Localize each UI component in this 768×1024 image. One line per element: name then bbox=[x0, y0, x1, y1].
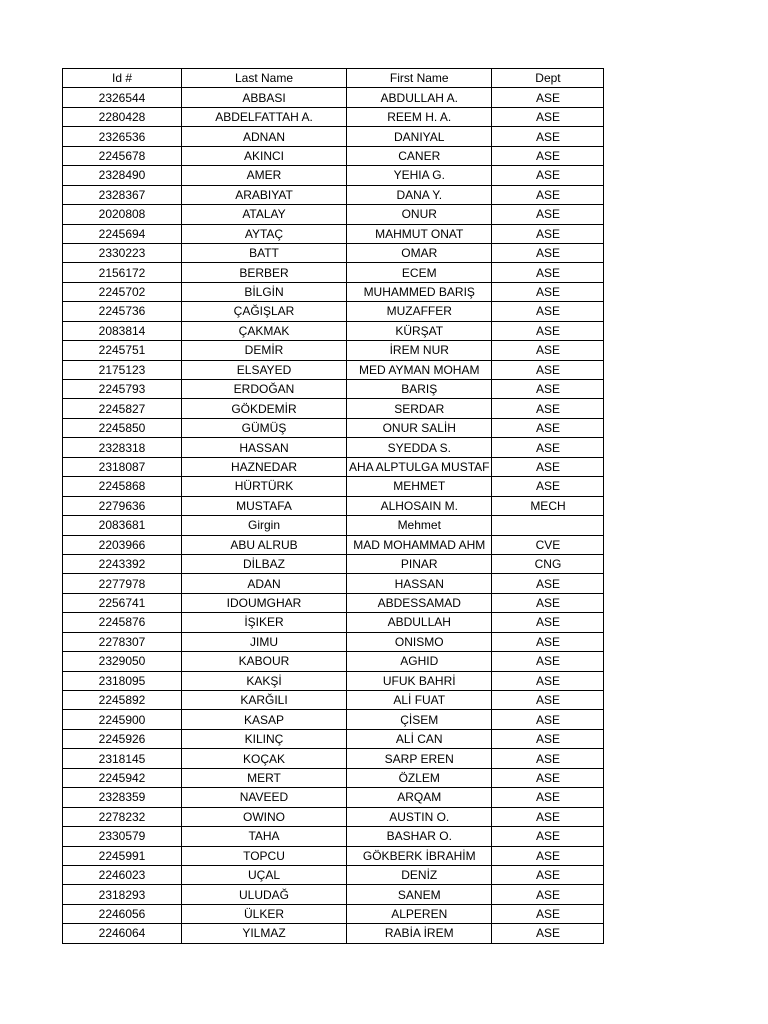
cell-first-name: ALİ FUAT bbox=[347, 691, 492, 710]
table-row bbox=[63, 243, 604, 262]
cell-first-name: ONUR SALİH bbox=[347, 418, 492, 437]
student-list-sheet bbox=[62, 68, 604, 944]
cell-dept: ASE bbox=[492, 846, 604, 865]
cell-first-name: ECEM bbox=[347, 263, 492, 282]
cell-dept: ASE bbox=[492, 185, 604, 204]
cell-first-name: HASSAN bbox=[347, 574, 492, 593]
cell-id: 2245942 bbox=[63, 768, 182, 787]
cell-last-name: ERDOĞAN bbox=[182, 380, 347, 399]
table-row bbox=[63, 438, 604, 457]
cell-last-name: ÜLKER bbox=[182, 904, 347, 923]
cell-last-name: ABBASI bbox=[182, 88, 347, 107]
table-row bbox=[63, 321, 604, 340]
cell-last-name: BATT bbox=[182, 243, 347, 262]
header-dept: Dept bbox=[492, 69, 604, 88]
cell-id: 2245850 bbox=[63, 418, 182, 437]
cell-id: 2328367 bbox=[63, 185, 182, 204]
cell-first-name: AUSTIN O. bbox=[347, 807, 492, 826]
cell-last-name: NAVEED bbox=[182, 788, 347, 807]
cell-first-name: SANEM bbox=[347, 885, 492, 904]
cell-first-name: MEHMET bbox=[347, 477, 492, 496]
cell-first-name: MED AYMAN MOHAM bbox=[347, 360, 492, 379]
cell-first-name: PINAR bbox=[347, 554, 492, 573]
cell-first-name: ABDULLAH A. bbox=[347, 88, 492, 107]
cell-last-name: BERBER bbox=[182, 263, 347, 282]
cell-dept: ASE bbox=[492, 593, 604, 612]
cell-id: 2278307 bbox=[63, 632, 182, 651]
table-row bbox=[63, 88, 604, 107]
table-row bbox=[63, 360, 604, 379]
cell-id: 2203966 bbox=[63, 535, 182, 554]
cell-id: 2245876 bbox=[63, 613, 182, 632]
cell-first-name: DANA Y. bbox=[347, 185, 492, 204]
cell-dept: CVE bbox=[492, 535, 604, 554]
table-row bbox=[63, 399, 604, 418]
cell-dept: ASE bbox=[492, 924, 604, 943]
cell-first-name: DENİZ bbox=[347, 865, 492, 884]
table-row bbox=[63, 224, 604, 243]
cell-last-name: KABOUR bbox=[182, 652, 347, 671]
cell-id: 2318145 bbox=[63, 749, 182, 768]
cell-first-name: ÇİSEM bbox=[347, 710, 492, 729]
table-row bbox=[63, 341, 604, 360]
cell-last-name: AMER bbox=[182, 166, 347, 185]
cell-id: 2326536 bbox=[63, 127, 182, 146]
table-row bbox=[63, 477, 604, 496]
cell-first-name: Mehmet bbox=[347, 516, 492, 535]
cell-last-name: KOÇAK bbox=[182, 749, 347, 768]
table-row bbox=[63, 535, 604, 554]
cell-first-name: İREM NUR bbox=[347, 341, 492, 360]
table-row bbox=[63, 127, 604, 146]
cell-last-name: DEMİR bbox=[182, 341, 347, 360]
cell-last-name: Girgin bbox=[182, 516, 347, 535]
cell-first-name: OMAR bbox=[347, 243, 492, 262]
cell-id: 2328359 bbox=[63, 788, 182, 807]
cell-id: 2318095 bbox=[63, 671, 182, 690]
cell-dept: ASE bbox=[492, 632, 604, 651]
cell-id: 2329050 bbox=[63, 652, 182, 671]
cell-last-name: GÜMÜŞ bbox=[182, 418, 347, 437]
cell-dept: ASE bbox=[492, 321, 604, 340]
cell-id: 2328490 bbox=[63, 166, 182, 185]
cell-last-name: JIMU bbox=[182, 632, 347, 651]
cell-dept: ASE bbox=[492, 146, 604, 165]
cell-dept: ASE bbox=[492, 438, 604, 457]
cell-first-name: MUHAMMED BARIŞ bbox=[347, 282, 492, 301]
cell-last-name: GÖKDEMİR bbox=[182, 399, 347, 418]
table-row bbox=[63, 418, 604, 437]
cell-id: 2330579 bbox=[63, 827, 182, 846]
cell-first-name: MUZAFFER bbox=[347, 302, 492, 321]
cell-dept: ASE bbox=[492, 904, 604, 923]
cell-id: 2245751 bbox=[63, 341, 182, 360]
cell-dept: ASE bbox=[492, 827, 604, 846]
table-row bbox=[63, 729, 604, 748]
cell-first-name: ABDESSAMAD bbox=[347, 593, 492, 612]
cell-dept: MECH bbox=[492, 496, 604, 515]
cell-last-name: KASAP bbox=[182, 710, 347, 729]
cell-last-name: ADNAN bbox=[182, 127, 347, 146]
cell-dept: ASE bbox=[492, 399, 604, 418]
cell-last-name: YILMAZ bbox=[182, 924, 347, 943]
cell-id: 2083681 bbox=[63, 516, 182, 535]
cell-dept: ASE bbox=[492, 302, 604, 321]
cell-first-name: RABİA İREM bbox=[347, 924, 492, 943]
cell-id: 2330223 bbox=[63, 243, 182, 262]
table-row bbox=[63, 807, 604, 826]
cell-last-name: ÇAKMAK bbox=[182, 321, 347, 340]
cell-first-name: ALİ CAN bbox=[347, 729, 492, 748]
cell-dept: ASE bbox=[492, 729, 604, 748]
cell-dept: ASE bbox=[492, 107, 604, 126]
cell-id: 2245736 bbox=[63, 302, 182, 321]
cell-id: 2246064 bbox=[63, 924, 182, 943]
cell-dept: ASE bbox=[492, 88, 604, 107]
table-row bbox=[63, 710, 604, 729]
cell-id: 2245793 bbox=[63, 380, 182, 399]
cell-dept: ASE bbox=[492, 263, 604, 282]
cell-dept: ASE bbox=[492, 807, 604, 826]
cell-first-name: ALHOSAIN M. bbox=[347, 496, 492, 515]
cell-id: 2277978 bbox=[63, 574, 182, 593]
table-row bbox=[63, 652, 604, 671]
cell-dept: ASE bbox=[492, 127, 604, 146]
table-row bbox=[63, 282, 604, 301]
cell-first-name: GÖKBERK İBRAHİM bbox=[347, 846, 492, 865]
table-row bbox=[63, 146, 604, 165]
header-last-name: Last Name bbox=[182, 69, 347, 88]
cell-dept: ASE bbox=[492, 865, 604, 884]
cell-last-name: HAZNEDAR bbox=[182, 457, 347, 476]
cell-dept: ASE bbox=[492, 749, 604, 768]
cell-id: 2245892 bbox=[63, 691, 182, 710]
cell-id: 2279636 bbox=[63, 496, 182, 515]
cell-last-name: ADAN bbox=[182, 574, 347, 593]
table-row bbox=[63, 205, 604, 224]
cell-first-name: ABDULLAH bbox=[347, 613, 492, 632]
cell-id: 2245827 bbox=[63, 399, 182, 418]
table-row bbox=[63, 827, 604, 846]
header-first-name: First Name bbox=[347, 69, 492, 88]
cell-first-name: SYEDDA S. bbox=[347, 438, 492, 457]
cell-dept bbox=[492, 516, 604, 535]
cell-last-name: ABU ALRUB bbox=[182, 535, 347, 554]
table-row bbox=[63, 380, 604, 399]
table-row bbox=[63, 865, 604, 884]
cell-last-name: AKINCI bbox=[182, 146, 347, 165]
table-row bbox=[63, 924, 604, 943]
cell-first-name: SERDAR bbox=[347, 399, 492, 418]
cell-dept: ASE bbox=[492, 710, 604, 729]
cell-id: 2246023 bbox=[63, 865, 182, 884]
cell-id: 2278232 bbox=[63, 807, 182, 826]
cell-id: 2246056 bbox=[63, 904, 182, 923]
table-row bbox=[63, 574, 604, 593]
cell-dept: ASE bbox=[492, 166, 604, 185]
cell-dept: ASE bbox=[492, 885, 604, 904]
table-row bbox=[63, 768, 604, 787]
header-id: Id # bbox=[63, 69, 182, 88]
cell-last-name: IDOUMGHAR bbox=[182, 593, 347, 612]
cell-first-name: ONUR bbox=[347, 205, 492, 224]
cell-last-name: MERT bbox=[182, 768, 347, 787]
cell-last-name: BİLGİN bbox=[182, 282, 347, 301]
cell-id: 2245991 bbox=[63, 846, 182, 865]
cell-last-name: AYTAÇ bbox=[182, 224, 347, 243]
cell-last-name: KILINÇ bbox=[182, 729, 347, 748]
table-row bbox=[63, 691, 604, 710]
cell-first-name: SARP EREN bbox=[347, 749, 492, 768]
cell-last-name: DİLBAZ bbox=[182, 554, 347, 573]
cell-dept: ASE bbox=[492, 652, 604, 671]
cell-last-name: ATALAY bbox=[182, 205, 347, 224]
cell-dept: ASE bbox=[492, 768, 604, 787]
table-row bbox=[63, 885, 604, 904]
cell-id: 2318087 bbox=[63, 457, 182, 476]
cell-dept: ASE bbox=[492, 613, 604, 632]
cell-dept: ASE bbox=[492, 418, 604, 437]
cell-dept: ASE bbox=[492, 224, 604, 243]
cell-dept: ASE bbox=[492, 243, 604, 262]
cell-first-name: YEHIA G. bbox=[347, 166, 492, 185]
cell-last-name: ABDELFATTAH A. bbox=[182, 107, 347, 126]
student-table bbox=[62, 68, 604, 944]
table-row bbox=[63, 457, 604, 476]
cell-id: 2083814 bbox=[63, 321, 182, 340]
cell-last-name: ULUDAĞ bbox=[182, 885, 347, 904]
table-body bbox=[63, 88, 604, 943]
table-row bbox=[63, 749, 604, 768]
table-row bbox=[63, 554, 604, 573]
table-row bbox=[63, 632, 604, 651]
cell-first-name: AHA ALPTULGA MUSTAF bbox=[347, 457, 492, 476]
cell-first-name: KÜRŞAT bbox=[347, 321, 492, 340]
cell-id: 2020808 bbox=[63, 205, 182, 224]
cell-id: 2245900 bbox=[63, 710, 182, 729]
table-row bbox=[63, 613, 604, 632]
cell-dept: ASE bbox=[492, 380, 604, 399]
cell-id: 2243392 bbox=[63, 554, 182, 573]
cell-id: 2175123 bbox=[63, 360, 182, 379]
cell-id: 2256741 bbox=[63, 593, 182, 612]
cell-last-name: KARĞILI bbox=[182, 691, 347, 710]
cell-last-name: MUSTAFA bbox=[182, 496, 347, 515]
cell-id: 2245868 bbox=[63, 477, 182, 496]
cell-last-name: TAHA bbox=[182, 827, 347, 846]
cell-first-name: REEM H. A. bbox=[347, 107, 492, 126]
cell-first-name: MAHMUT ONAT bbox=[347, 224, 492, 243]
table-row bbox=[63, 593, 604, 612]
cell-dept: ASE bbox=[492, 691, 604, 710]
cell-dept: CNG bbox=[492, 554, 604, 573]
cell-dept: ASE bbox=[492, 477, 604, 496]
table-row bbox=[63, 788, 604, 807]
table-row bbox=[63, 846, 604, 865]
table-row bbox=[63, 302, 604, 321]
cell-first-name: BASHAR O. bbox=[347, 827, 492, 846]
cell-id: 2280428 bbox=[63, 107, 182, 126]
cell-id: 2318293 bbox=[63, 885, 182, 904]
cell-first-name: MAD MOHAMMAD AHM bbox=[347, 535, 492, 554]
cell-dept: ASE bbox=[492, 671, 604, 690]
cell-id: 2245926 bbox=[63, 729, 182, 748]
cell-last-name: HASSAN bbox=[182, 438, 347, 457]
cell-last-name: ELSAYED bbox=[182, 360, 347, 379]
cell-first-name: BARIŞ bbox=[347, 380, 492, 399]
table-row bbox=[63, 263, 604, 282]
cell-first-name: ÖZLEM bbox=[347, 768, 492, 787]
cell-id: 2245678 bbox=[63, 146, 182, 165]
cell-first-name: ALPEREN bbox=[347, 904, 492, 923]
table-row bbox=[63, 185, 604, 204]
cell-dept: ASE bbox=[492, 341, 604, 360]
cell-first-name: DANIYAL bbox=[347, 127, 492, 146]
table-header-row bbox=[63, 69, 604, 88]
cell-id: 2245694 bbox=[63, 224, 182, 243]
cell-id: 2156172 bbox=[63, 263, 182, 282]
table-row bbox=[63, 671, 604, 690]
cell-id: 2245702 bbox=[63, 282, 182, 301]
cell-dept: ASE bbox=[492, 282, 604, 301]
cell-last-name: TOPCU bbox=[182, 846, 347, 865]
cell-dept: ASE bbox=[492, 574, 604, 593]
cell-id: 2328318 bbox=[63, 438, 182, 457]
cell-last-name: İŞIKER bbox=[182, 613, 347, 632]
table-row bbox=[63, 904, 604, 923]
cell-dept: ASE bbox=[492, 360, 604, 379]
cell-last-name: ARABIYAT bbox=[182, 185, 347, 204]
cell-last-name: HÜRTÜRK bbox=[182, 477, 347, 496]
cell-last-name: KAKŞİ bbox=[182, 671, 347, 690]
cell-id: 2326544 bbox=[63, 88, 182, 107]
cell-dept: ASE bbox=[492, 457, 604, 476]
cell-first-name: ARQAM bbox=[347, 788, 492, 807]
cell-first-name: UFUK BAHRİ bbox=[347, 671, 492, 690]
cell-dept: ASE bbox=[492, 205, 604, 224]
table-row bbox=[63, 496, 604, 515]
cell-dept: ASE bbox=[492, 788, 604, 807]
cell-last-name: UÇAL bbox=[182, 865, 347, 884]
cell-last-name: OWINO bbox=[182, 807, 347, 826]
cell-first-name: AGHID bbox=[347, 652, 492, 671]
table-row bbox=[63, 107, 604, 126]
table-row bbox=[63, 516, 604, 535]
cell-last-name: ÇAĞIŞLAR bbox=[182, 302, 347, 321]
cell-first-name: ONISMO bbox=[347, 632, 492, 651]
cell-first-name: CANER bbox=[347, 146, 492, 165]
table-row bbox=[63, 166, 604, 185]
